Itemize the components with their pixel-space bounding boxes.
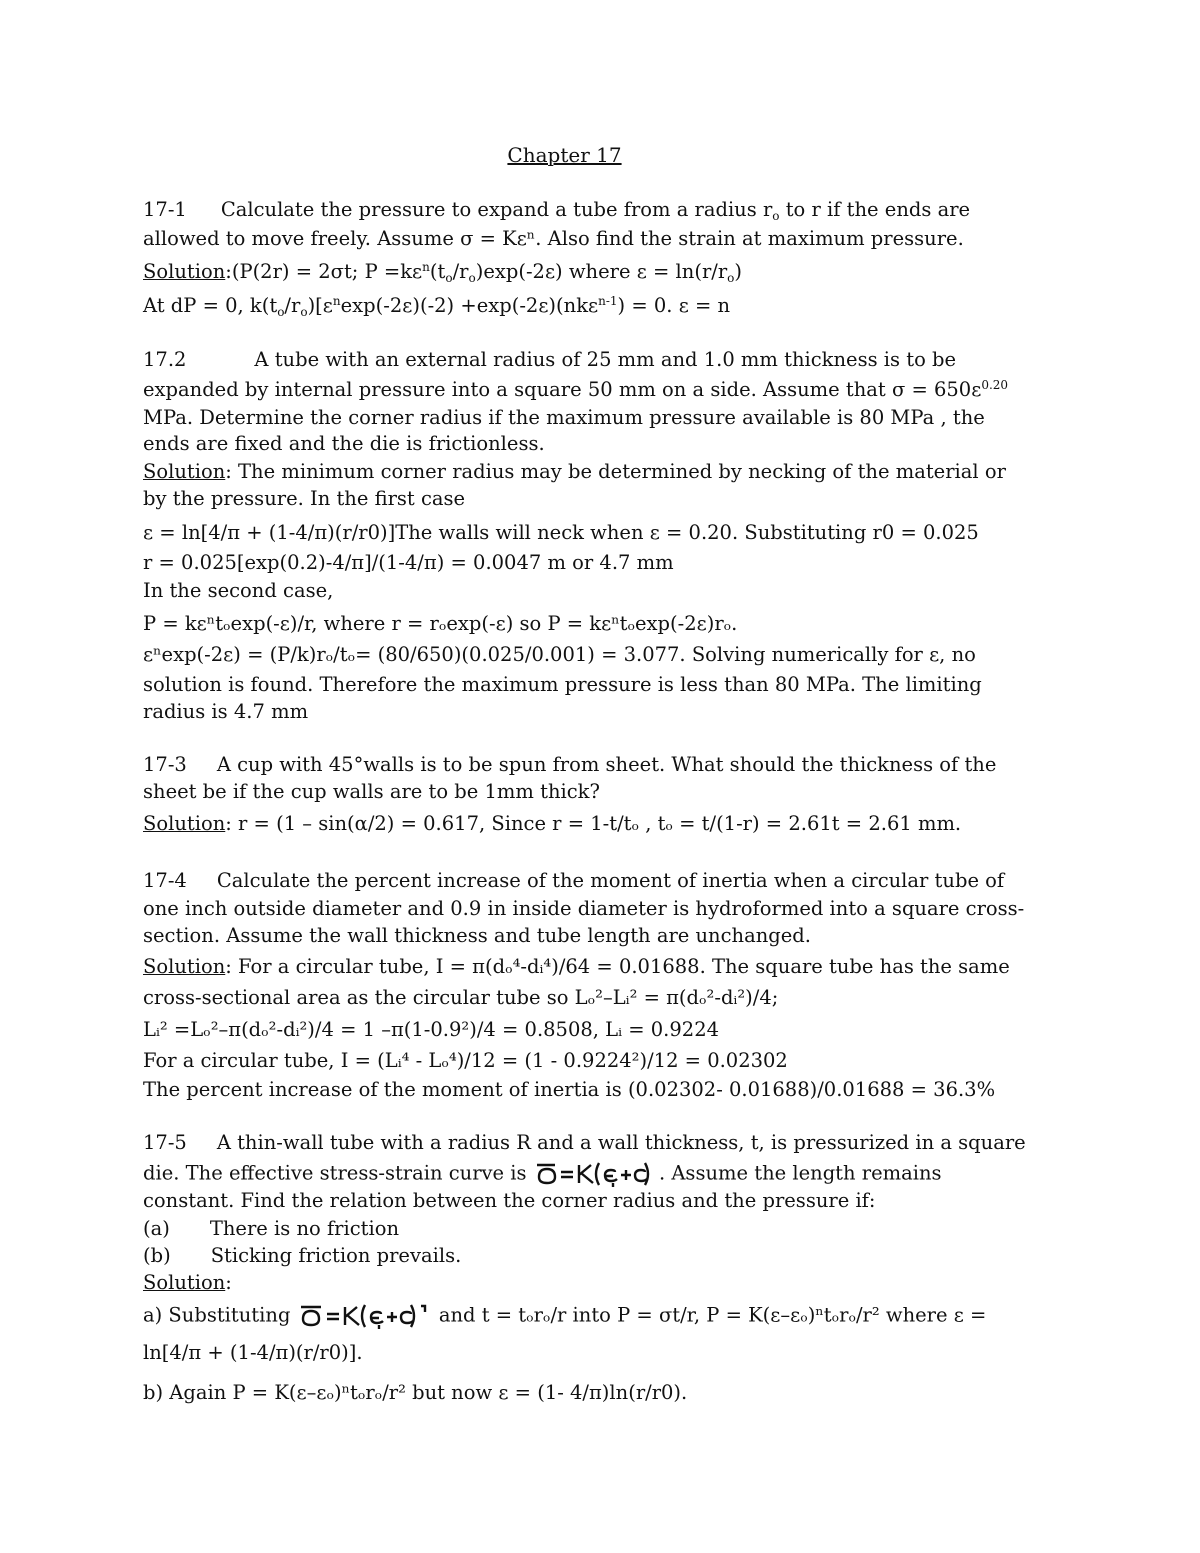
- equation-text: (t: [429, 260, 446, 283]
- equation-text: /r: [452, 260, 469, 283]
- problem-17-5-solution-a-1: [143, 1303, 986, 1329]
- solution-text: : For a circular tube, I = π(dₒ⁴-dᵢ⁴)/64 = 0.01688. The square tube has the same: [225, 955, 1010, 978]
- problem-text: to r if the ends are: [779, 198, 971, 221]
- problem-number: 17.2: [143, 348, 187, 371]
- solution-colon: :: [225, 1271, 232, 1294]
- problem-17-1-line-2: allowed to move freely. Assume σ = Kεⁿ. Also find the strain at maximum pressure.: [143, 227, 964, 250]
- problem-text: die. The effective stress-strain curve is: [143, 1161, 527, 1185]
- subscript: o: [277, 305, 285, 319]
- problem-17-5-line-3: constant. Find the relation between the corner radius and the pressure if:: [143, 1189, 876, 1212]
- problem-17-2-solution-7: εⁿexp(-2ε) = (P/k)rₒ/tₒ= (80/650)(0.025/0.001) = 3.077. Solving numerically for ε, no: [143, 643, 976, 666]
- problem-17-4-line-1: [143, 869, 1004, 893]
- problem-17-5-solution-label: [143, 1271, 232, 1295]
- problem-17-4-solution-5: The percent increase of the moment of inertia is (0.02302- 0.01688)/0.01688 = 36.3%: [143, 1078, 996, 1101]
- problem-17-5-solution-b: b) Again P = K(ε–εₒ)ⁿtₒrₒ/r² but now ε = (1- 4/π)ln(r/r0).: [143, 1381, 688, 1404]
- problem-17-1-solution-1: [143, 260, 742, 284]
- problem-17-2-solution-2: by the pressure. In the first case: [143, 487, 466, 510]
- problem-17-5-solution-a-2: ln[4/π + (1-4/π)(r/r0)].: [143, 1341, 363, 1364]
- problem-17-2-solution-1: [143, 460, 1006, 484]
- part-label: (a): [143, 1217, 170, 1240]
- problem-text: expanded by internal pressure into a square 50 mm on a side. Assume that σ = 650ε: [143, 378, 982, 401]
- solution-label: Solution: [143, 1271, 226, 1294]
- subscript: o: [772, 209, 780, 223]
- subscript: o: [300, 305, 308, 319]
- part-text: There is no friction: [209, 1217, 400, 1240]
- problem-text: A cup with 45°walls is to be spun from sheet. What should the thickness of the: [216, 753, 997, 776]
- solution-text: : The minimum corner radius may be determined by necking of the material or: [225, 460, 1006, 483]
- problem-17-2-solution-9: radius is 4.7 mm: [143, 700, 309, 723]
- stress-strain-equation-image: [535, 1161, 651, 1187]
- superscript: n-1: [598, 294, 618, 308]
- stress-strain-equation-image: [299, 1303, 431, 1329]
- problem-17-1-line-1: [143, 198, 970, 222]
- problem-17-4-solution-2: cross-sectional area as the circular tube so Lₒ²–Lᵢ² = π(dₒ²-dᵢ²)/4;: [143, 986, 779, 1009]
- equation-text: ): [734, 260, 743, 283]
- problem-text: A thin-wall tube with a radius R and a wall thickness, t, is pressurized in a square: [216, 1131, 1026, 1154]
- subscript: o: [468, 271, 476, 285]
- problem-17-4-line-3: section. Assume the wall thickness and tube length are unchanged.: [143, 924, 811, 947]
- solution-text: a) Substituting: [143, 1303, 291, 1327]
- problem-17-4-solution-4: For a circular tube, I = (Lᵢ⁴ - Lₒ⁴)/12 = (1 - 0.9224²)/12 = 0.02302: [143, 1049, 788, 1072]
- problem-text: . Assume the length remains: [658, 1161, 942, 1185]
- problem-17-2-line-1: [143, 348, 956, 372]
- problem-17-2-line-2: [143, 378, 1008, 402]
- problem-17-2-solution-5: In the second case,: [143, 579, 334, 602]
- solution-label: Solution: [143, 955, 226, 978]
- problem-17-2-line-4: ends are fixed and the die is frictionless.: [143, 432, 545, 455]
- problem-17-3-line-1: [143, 753, 996, 777]
- problem-17-2-solution-4: r = 0.025[exp(0.2)-4/π]/(1-4/π) = 0.0047 m or 4.7 mm: [143, 551, 674, 574]
- solution-text: and t = tₒrₒ/r into P = σt/r, P = K(ε–εₒ)ⁿtₒrₒ/r² where ε =: [438, 1303, 987, 1327]
- equation-text: )[ε: [307, 294, 333, 317]
- equation-text: /r: [284, 294, 301, 317]
- problem-17-2-line-3: MPa. Determine the corner radius if the maximum pressure available is 80 MPa , the: [143, 406, 985, 429]
- problem-number: 17-1: [143, 198, 187, 221]
- equation-text: At dP = 0, k(t: [143, 294, 278, 317]
- problem-17-2-solution-6: P = kεⁿtₒexp(-ε)/r, where r = rₒexp(-ε) so P = kεⁿtₒexp(-2ε)rₒ.: [143, 612, 738, 635]
- problem-number: 17-3: [143, 753, 187, 776]
- equation-text: ) = 0. ε = n: [617, 294, 731, 317]
- subscript: o: [445, 271, 453, 285]
- problem-text: A tube with an external radius of 25 mm and 1.0 mm thickness is to be: [254, 348, 957, 371]
- part-text: Sticking friction prevails.: [210, 1244, 462, 1267]
- problem-text: Calculate the percent increase of the moment of inertia when a circular tube of: [216, 869, 1005, 892]
- problem-number: 17-4: [143, 869, 187, 892]
- part-label: (b): [143, 1244, 171, 1267]
- solution-label: Solution: [143, 812, 226, 835]
- problem-17-4-solution-1: [143, 955, 1010, 979]
- equation-text: exp(-2ε)(-2) +exp(-2ε)(nkε: [340, 294, 599, 317]
- equation-text: )exp(-2ε) where ε = ln(r/r: [475, 260, 728, 283]
- subscript: o: [727, 271, 735, 285]
- superscript: n: [422, 260, 430, 274]
- solution-label: Solution: [143, 460, 226, 483]
- problem-17-5-part-b: [143, 1244, 461, 1268]
- problem-17-4-line-2: one inch outside diameter and 0.9 in inside diameter is hydroformed into a square cross-: [143, 897, 1025, 920]
- problem-17-4-solution-3: Lᵢ² =Lₒ²–π(dₒ²-dᵢ²)/4 = 1 –π(1-0.9²)/4 = 0.8508, Lᵢ = 0.9224: [143, 1018, 720, 1041]
- problem-17-1-solution-2: [143, 294, 730, 318]
- solution-text: : r = (1 – sin(α/2) = 0.617, Since r = 1-t/tₒ , tₒ = t/(1-r) = 2.61t = 2.61 mm.: [225, 812, 962, 835]
- problem-number: 17-5: [143, 1131, 187, 1154]
- problem-17-3-solution: [143, 812, 961, 836]
- problem-17-5-line-1: [143, 1131, 1026, 1155]
- problem-17-2-solution-8: solution is found. Therefore the maximum pressure is less than 80 MPa. The limiting: [143, 673, 982, 696]
- page-title: Chapter 17: [507, 143, 622, 167]
- problem-17-5-part-a: [143, 1217, 399, 1241]
- problem-text: Calculate the pressure to expand a tube from a radius r: [220, 198, 773, 221]
- superscript: 0.20: [981, 378, 1009, 392]
- superscript: n: [332, 294, 341, 308]
- equation-text: :(P(2r) = 2σt; P =kε: [225, 260, 423, 283]
- solution-label: Solution: [143, 260, 226, 283]
- problem-17-2-solution-3: ε = ln[4/π + (1-4/π)(r/r0)]The walls will neck when ε = 0.20. Substituting r0 = 0.025: [143, 521, 979, 544]
- problem-17-5-line-2: [143, 1161, 942, 1187]
- problem-17-3-line-2: sheet be if the cup walls are to be 1mm thick?: [143, 780, 600, 803]
